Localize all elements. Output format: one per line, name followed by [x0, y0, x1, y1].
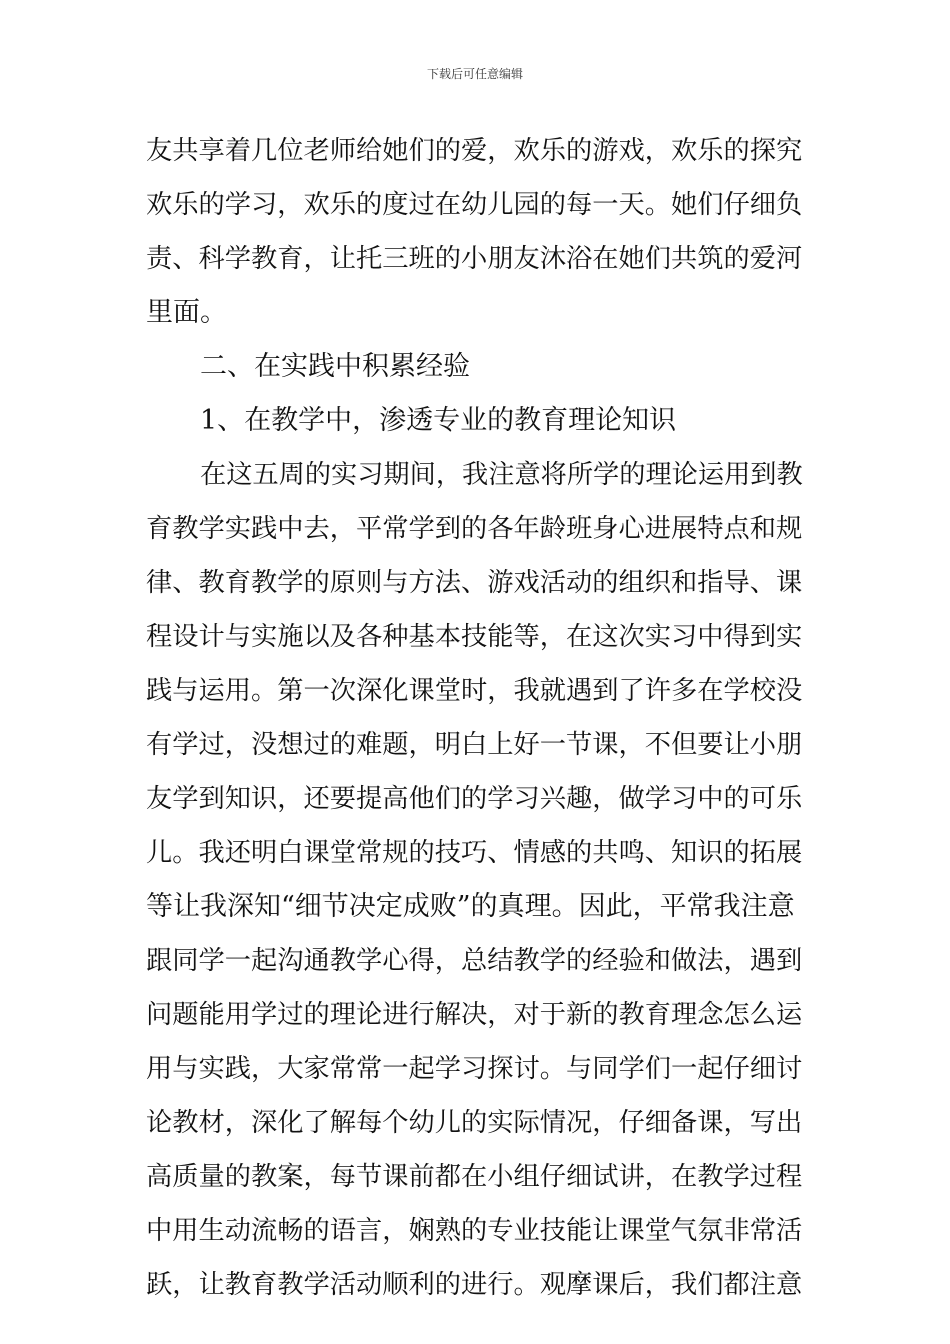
- body-line: 中用生动流畅的语言，娴熟的专业技能让课堂气氛非常活: [146, 1216, 803, 1246]
- body-line: 程设计与实施以及各种基本技能等，在这次实习中得到实: [146, 622, 803, 652]
- body-line: 责、科学教育，让托三班的小朋友沐浴在她们共筑的爱河: [146, 244, 803, 274]
- body-line: 律、教育教学的原则与方法、游戏活动的组织和指导、课: [146, 568, 803, 598]
- body-line: 友学到知识，还要提高他们的学习兴趣，做学习中的可乐: [146, 784, 803, 814]
- page-header: 下载后可任意编辑: [426, 67, 523, 81]
- body-line: 践与运用。第一次深化课堂时，我就遇到了许多在学校没: [146, 676, 803, 706]
- body-line: 有学过，没想过的难题，明白上好一节课，不但要让小朋: [146, 730, 803, 760]
- body-line: 儿。我还明白课堂常规的技巧、情感的共鸣、知识的拓展: [146, 838, 803, 868]
- paragraph-start-line: 在这五周的实习期间，我注意将所学的理论运用到教: [200, 460, 803, 490]
- body-line: 跟同学一起沟通教学心得，总结教学的经验和做法，遇到: [146, 946, 803, 976]
- document-body: [146, 124, 806, 1312]
- body-line: 欢乐的学习，欢乐的度过在幼儿园的每一天。她们仔细负: [146, 190, 803, 220]
- body-line: 跃，让教育教学活动顺利的进行。观摩课后，我们都注意: [146, 1270, 803, 1300]
- body-line: 用与实践，大家常常一起学习探讨。与同学们一起仔细讨: [146, 1054, 803, 1084]
- body-line: 等让我深知“细节决定成败”的真理。因此，平常我注意: [146, 891, 795, 922]
- body-line: 友共享着几位老师给她们的爱，欢乐的游戏，欢乐的探究: [146, 136, 803, 166]
- body-line: 问题能用学过的理论进行解决，对于新的教育理念怎么运: [146, 1000, 803, 1030]
- subsection-heading: 1、在教学中，渗透专业的教育理论知识: [200, 405, 677, 436]
- body-line: 高质量的教案，每节课前都在小组仔细试讲，在教学过程: [146, 1162, 803, 1192]
- body-line: 论教材，深化了解每个幼儿的实际情况，仔细备课，写出: [146, 1108, 803, 1138]
- body-line: 里面。: [146, 297, 227, 328]
- body-line: 育教学实践中去，平常学到的各年龄班身心进展特点和规: [146, 514, 803, 544]
- section-heading: 二、在实践中积累经验: [200, 351, 470, 382]
